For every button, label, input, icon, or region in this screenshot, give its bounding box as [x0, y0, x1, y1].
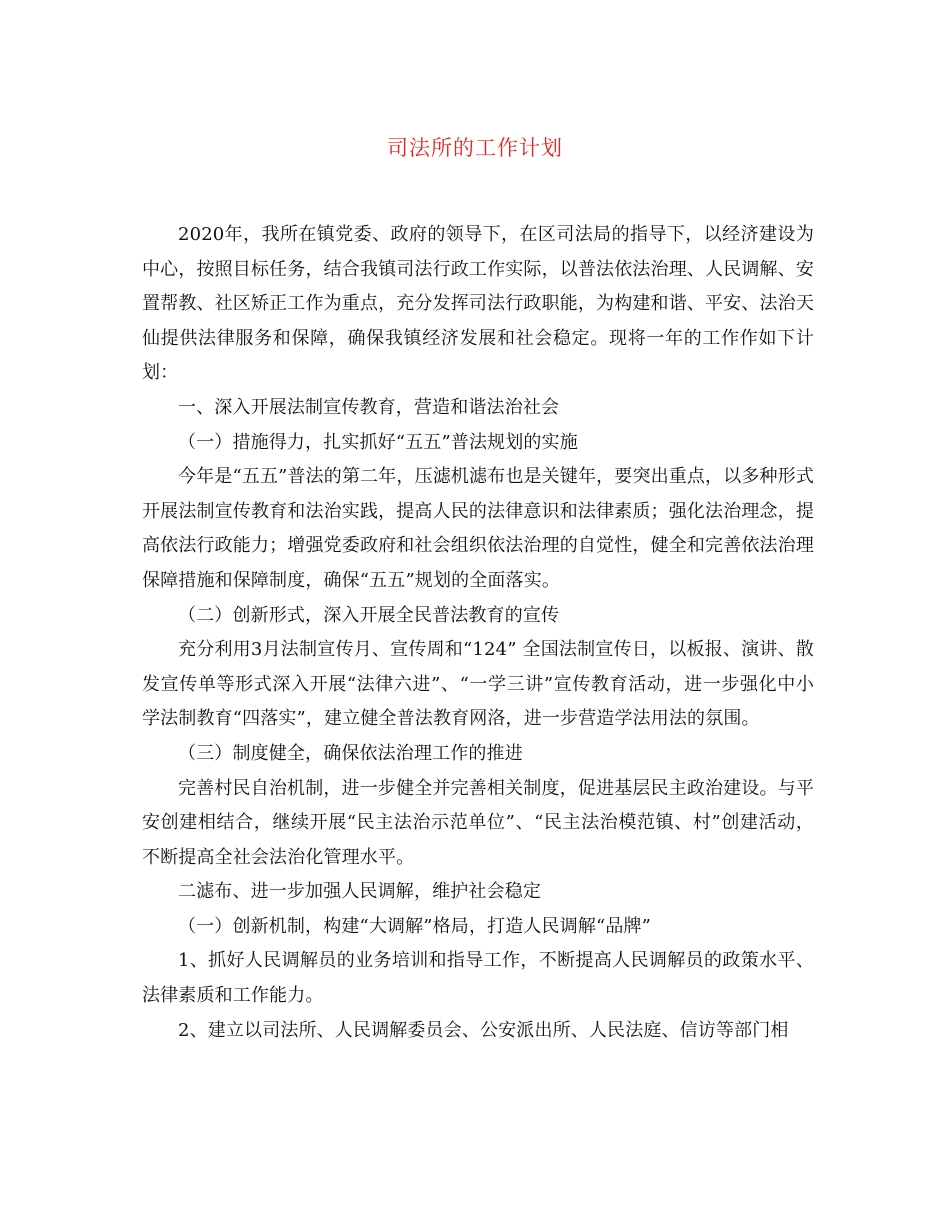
paragraph-intro: 2020年，我所在镇党委、政府的领导下，在区司法局的指导下，以经济建设为中心，按照目标任务，结合我镇司法行政工作实际，以普法依法治理、人民调解、安置帮教、社区矫正工作为重点，充分发挥司法行政职能，为构建和谐、平安、法治天仙提供法律服务和保障，确保我镇经济发展和社会稳定。现将一年的工作作如下计划：: [142, 224, 814, 384]
subsection-heading-1-2: （二）创新形式，深入开展全民普法教育的宣传: [178, 604, 560, 626]
subsection-heading-1-1: （一）措施得力，扎实抓好“五五”普法规划的实施: [178, 431, 578, 453]
section-heading-1: 一、深入开展法制宣传教育，营造和谐法治社会: [178, 396, 560, 418]
paragraph-1-2: 充分利用3月法制宣传月、宣传周和“124” 全国法制宣传日，以板报、演讲、散发宣传单等形式深入开展“法律六进”、“一学三讲”宣传教育活动，进一步强化中小学法制教育“四落实”，建立健全普法教育网洛，进一步营造学法用法的氛围。: [142, 639, 814, 730]
paragraph-1-1: 今年是“五五”普法的第二年，压滤机滤布也是关键年，要突出重点，以多种形式开展法制宣传教育和法治实践，提高人民的法律意识和法律素质；强化法治理念，提高依法行政能力；增强党委政府和社会组织依法治理的自觉性，健全和完善依法治理保障措施和保障制度，确保“五五”规划的全面落实。: [142, 466, 814, 591]
subsection-heading-2-1: （一）创新机制，构建“大调解”格局，打造人民调解“品牌”: [178, 915, 652, 937]
paragraph-1-3: 完善村民自治机制，进一步健全并完善相关制度，促进基层民主政治建设。与平安创建相结合，继续开展“民主法治示范单位”、“民主法治模范镇、村”创建活动，不断提高全社会法治化管理水平。: [142, 777, 814, 868]
document-body: [142, 218, 814, 1048]
list-item-2: 2、建立以司法所、人民调解委员会、公安派出所、人民法庭、信访等部门相: [178, 1019, 789, 1041]
list-item-1: 1、抓好人民调解员的业务培训和指导工作，不断提高人民调解员的政策水平、法律素质和工作能力。: [142, 950, 814, 1007]
document-title: 司法所的工作计划: [387, 136, 563, 160]
subsection-heading-1-3: （三）制度健全，确保依法治理工作的推进: [178, 742, 523, 764]
section-heading-2: 二滤布、进一步加强人民调解，维护社会稳定: [178, 881, 541, 903]
